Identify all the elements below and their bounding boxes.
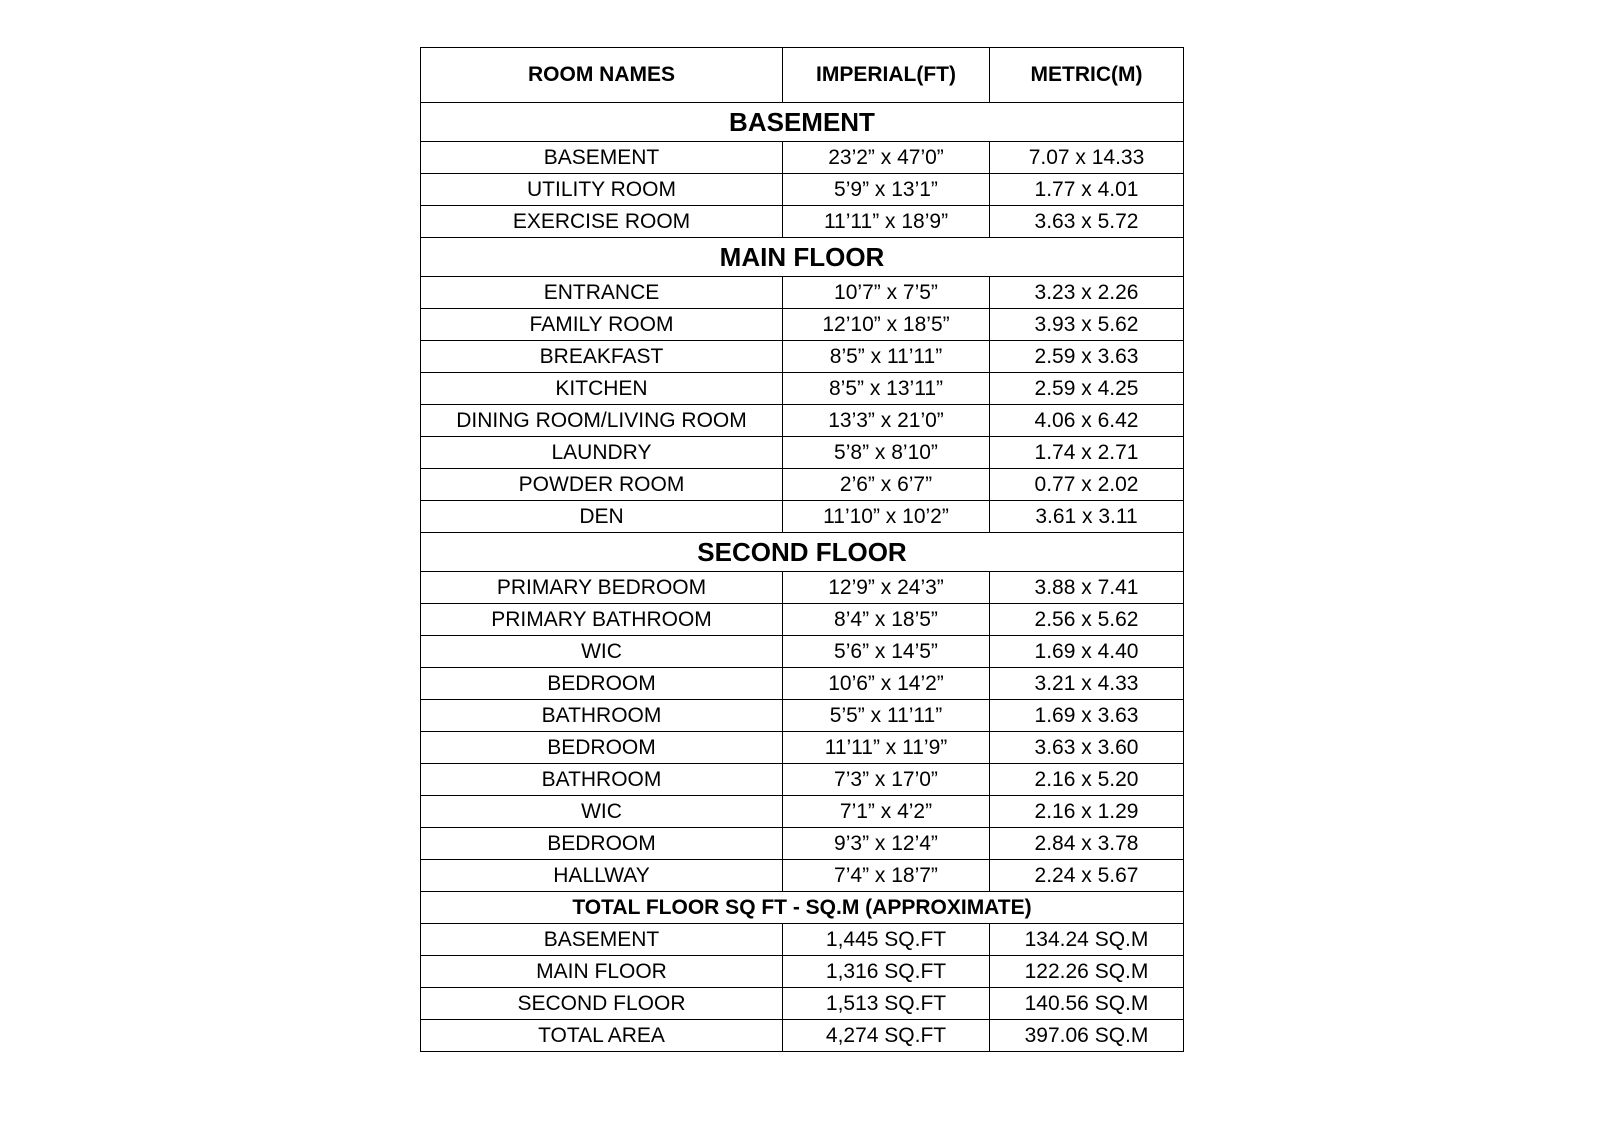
table-row (421, 828, 1184, 860)
table-row (421, 405, 1184, 437)
imperial-cell: 8’5” x 11’11” (783, 341, 990, 373)
imperial-cell: 11’11” x 11’9” (783, 732, 990, 764)
metric-cell: 4.06 x 6.42 (990, 405, 1184, 437)
room-name-cell: BEDROOM (421, 732, 783, 764)
table-row (421, 501, 1184, 533)
table-row (421, 764, 1184, 796)
room-dimensions-table (420, 47, 1184, 1052)
table-row (421, 700, 1184, 732)
imperial-cell: 12’10” x 18’5” (783, 309, 990, 341)
imperial-cell: 7’1” x 4’2” (783, 796, 990, 828)
room-name-cell: ENTRANCE (421, 277, 783, 309)
metric-cell: 2.16 x 5.20 (990, 764, 1184, 796)
room-name-cell: DEN (421, 501, 783, 533)
imperial-cell: 12’9” x 24’3” (783, 572, 990, 604)
room-name-cell: TOTAL AREA (421, 1020, 783, 1052)
imperial-cell: 5’6” x 14’5” (783, 636, 990, 668)
room-name-cell: POWDER ROOM (421, 469, 783, 501)
table-row (421, 206, 1184, 238)
room-name-cell: FAMILY ROOM (421, 309, 783, 341)
room-name-cell: BEDROOM (421, 828, 783, 860)
totals-row (421, 1020, 1184, 1052)
totals-row (421, 956, 1184, 988)
metric-cell: 397.06 SQ.M (990, 1020, 1184, 1052)
table-row (421, 636, 1184, 668)
imperial-cell: 8’4” x 18’5” (783, 604, 990, 636)
room-name-cell: BASEMENT (421, 142, 783, 174)
header-imperial: IMPERIAL(FT) (783, 48, 990, 103)
totals-row (421, 924, 1184, 956)
section-heading-row (421, 103, 1184, 142)
totals-heading-row (421, 892, 1184, 924)
imperial-cell: 8’5” x 13’11” (783, 373, 990, 405)
metric-cell: 3.88 x 7.41 (990, 572, 1184, 604)
imperial-cell: 11’10” x 10’2” (783, 501, 990, 533)
imperial-cell: 9’3” x 12’4” (783, 828, 990, 860)
metric-cell: 2.24 x 5.67 (990, 860, 1184, 892)
imperial-cell: 23’2” x 47’0” (783, 142, 990, 174)
room-name-cell: PRIMARY BEDROOM (421, 572, 783, 604)
room-name-cell: BEDROOM (421, 668, 783, 700)
table-row (421, 277, 1184, 309)
metric-cell: 2.16 x 1.29 (990, 796, 1184, 828)
table-row (421, 341, 1184, 373)
imperial-cell: 10’6” x 14’2” (783, 668, 990, 700)
room-name-cell: KITCHEN (421, 373, 783, 405)
room-name-cell: BREAKFAST (421, 341, 783, 373)
room-name-cell: BATHROOM (421, 764, 783, 796)
table-row (421, 572, 1184, 604)
metric-cell: 0.77 x 2.02 (990, 469, 1184, 501)
room-name-cell: PRIMARY BATHROOM (421, 604, 783, 636)
room-name-cell: WIC (421, 796, 783, 828)
metric-cell: 2.59 x 3.63 (990, 341, 1184, 373)
table-row (421, 668, 1184, 700)
metric-cell: 1.74 x 2.71 (990, 437, 1184, 469)
metric-cell: 134.24 SQ.M (990, 924, 1184, 956)
imperial-cell: 5’9” x 13’1” (783, 174, 990, 206)
section-title: MAIN FLOOR (421, 238, 1184, 277)
totals-row (421, 988, 1184, 1020)
metric-cell: 140.56 SQ.M (990, 988, 1184, 1020)
table-row (421, 142, 1184, 174)
table-row (421, 437, 1184, 469)
table-row (421, 469, 1184, 501)
section-title: SECOND FLOOR (421, 533, 1184, 572)
imperial-cell: 2’6” x 6’7” (783, 469, 990, 501)
table-row (421, 860, 1184, 892)
table-row (421, 796, 1184, 828)
room-name-cell: WIC (421, 636, 783, 668)
metric-cell: 1.69 x 4.40 (990, 636, 1184, 668)
imperial-cell: 13’3” x 21’0” (783, 405, 990, 437)
metric-cell: 3.21 x 4.33 (990, 668, 1184, 700)
section-title: TOTAL FLOOR SQ FT - SQ.M (APPROXIMATE) (421, 892, 1184, 924)
imperial-cell: 11’11” x 18’9” (783, 206, 990, 238)
metric-cell: 3.23 x 2.26 (990, 277, 1184, 309)
metric-cell: 1.77 x 4.01 (990, 174, 1184, 206)
table-row (421, 373, 1184, 405)
section-heading-row (421, 238, 1184, 277)
room-name-cell: UTILITY ROOM (421, 174, 783, 206)
room-name-cell: BATHROOM (421, 700, 783, 732)
room-name-cell: LAUNDRY (421, 437, 783, 469)
imperial-cell: 5’8” x 8’10” (783, 437, 990, 469)
imperial-cell: 1,513 SQ.FT (783, 988, 990, 1020)
table-body (421, 103, 1184, 1052)
metric-cell: 3.61 x 3.11 (990, 501, 1184, 533)
room-name-cell: MAIN FLOOR (421, 956, 783, 988)
imperial-cell: 1,445 SQ.FT (783, 924, 990, 956)
section-title: BASEMENT (421, 103, 1184, 142)
table-row (421, 604, 1184, 636)
metric-cell: 1.69 x 3.63 (990, 700, 1184, 732)
header-room-names: ROOM NAMES (421, 48, 783, 103)
header-row (421, 48, 1184, 103)
imperial-cell: 1,316 SQ.FT (783, 956, 990, 988)
metric-cell: 2.84 x 3.78 (990, 828, 1184, 860)
metric-cell: 122.26 SQ.M (990, 956, 1184, 988)
room-name-cell: BASEMENT (421, 924, 783, 956)
imperial-cell: 4,274 SQ.FT (783, 1020, 990, 1052)
imperial-cell: 7’4” x 18’7” (783, 860, 990, 892)
metric-cell: 2.56 x 5.62 (990, 604, 1184, 636)
table-row (421, 309, 1184, 341)
header-metric: METRIC(M) (990, 48, 1184, 103)
room-name-cell: EXERCISE ROOM (421, 206, 783, 238)
room-name-cell: SECOND FLOOR (421, 988, 783, 1020)
room-name-cell: HALLWAY (421, 860, 783, 892)
metric-cell: 2.59 x 4.25 (990, 373, 1184, 405)
table-row (421, 174, 1184, 206)
section-heading-row (421, 533, 1184, 572)
imperial-cell: 5’5” x 11’11” (783, 700, 990, 732)
table-row (421, 732, 1184, 764)
metric-cell: 3.93 x 5.62 (990, 309, 1184, 341)
metric-cell: 7.07 x 14.33 (990, 142, 1184, 174)
metric-cell: 3.63 x 3.60 (990, 732, 1184, 764)
imperial-cell: 7’3” x 17’0” (783, 764, 990, 796)
metric-cell: 3.63 x 5.72 (990, 206, 1184, 238)
imperial-cell: 10’7” x 7’5” (783, 277, 990, 309)
room-name-cell: DINING ROOM/LIVING ROOM (421, 405, 783, 437)
